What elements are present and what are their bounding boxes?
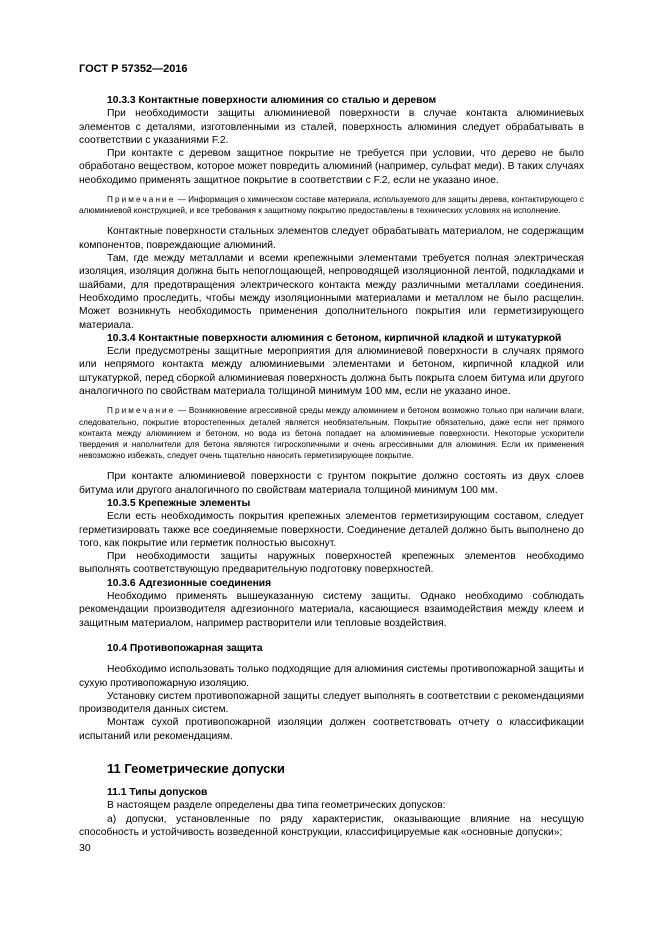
- subsection-heading: 11.1 Типы допусков: [107, 787, 208, 798]
- note: [79, 405, 584, 461]
- paragraph: Там, где между металлами и всеми крепежными элементами требуется полная электрическая изоляция, изоляция должна быть непоглощающей, непроводящей изоляционной лентой, подкладками и шайбами, для предотвращения электрического контакта между различными металлами соединения. Необходимо проследить, чтобы между изоляционными материалами и металлом не было расщелин. Может возникнуть необходимость применения дополнительного покрытия или герметизирующего материала.: [79, 253, 584, 331]
- page-number: 30: [79, 842, 91, 854]
- paragraph: В настоящем разделе определены два типа геометрических допусков:: [107, 800, 446, 812]
- page-content: [79, 94, 584, 839]
- paragraph: При контакте с деревом защитное покрытие не требуется при условии, что дерево не было обработано веществом, которое может повредить алюминий (например, сульфат меди). В таких случаях необходимо применять защитное покрытие в соответствии с F.2, если не указано иное.: [79, 148, 585, 186]
- paragraph: Контактные поверхности стальных элементов следует обрабатывать материалом, не содержащим компонентов, повреждающие алюминий.: [79, 226, 584, 251]
- subsection-heading: 10.3.6 Адгезионные соединения: [107, 577, 272, 589]
- subsection-heading: 10.3.3 Контактные поверхности алюминия со сталью и деревом: [107, 95, 437, 106]
- subsection-heading: 10.4 Противопожарная защита: [107, 642, 263, 654]
- note-text: — Возникновение агрессивной среды между алюминием и бетоном возможно только при наличии влаги, следовательно, покрытие второстепенных деталей является необязательным. Покрытие обязательно, даже если нет прямого контакта между алюминием и бетоном, но вода из бетона попадает на алюминиевые поверхности. Некоторые ускорители твердения и наполнители для бетона являются гигроскопичными и очень агрессивными для алюминия. Если их применения невозможно избежать, следует очень тщательно наносить герметизирующее покрытие.: [79, 406, 584, 461]
- note-label: Примечание: [107, 195, 176, 205]
- paragraph: Монтаж сухой противопожарной изоляции должен соответствовать отчету о классификации испытаний или рекомендациям.: [79, 717, 584, 742]
- paragraph: При контакте алюминиевой поверхности с грунтом покрытие должно состоять из двух слоев битума или другого аналогичного по свойствам материала толщиной минимум 100 мм.: [79, 471, 584, 496]
- paragraph: Необходимо применять вышеуказанную систему защиты. Однако необходимо соблюдать рекомендации производителя адгезионного материала, касающиеся взаимодействия между клеем и защитным материалом, например растворители или тепловые воздействия.: [79, 591, 584, 629]
- section-heading: 11 Геометрические допуски: [107, 761, 285, 776]
- note-label: Примечание: [107, 406, 176, 416]
- subsection-heading: 10.3.4 Контактные поверхности алюминия с бетоном, кирпичной кладкой и штукатуркой: [107, 332, 562, 344]
- subsection-heading: 10.3.5 Крепежные элементы: [107, 497, 251, 509]
- note-text: — Информация о химическом составе материала, используемого для защиты дерева, контактирующего с алюминиевой конструкцией, и все требования к защитному покрытию предоставлены в технических условиях на исполнение.: [79, 195, 584, 216]
- paragraph: При необходимости защиты алюминиевой поверхности в случае контакта алюминиевых элементов с деталями, изготовленными из сталей, поверхность алюминия следует обрабатывать в соответствии с указаниями F.2.: [79, 108, 584, 146]
- paragraph: Необходимо использовать только подходящие для алюминия системы противопожарной защиты и сухую противопожарную изоляцию.: [79, 664, 584, 689]
- page-header: ГОСТ Р 57352—2016: [79, 63, 188, 75]
- paragraph: Если предусмотрены защитные мероприятия для алюминиевой поверхности в случаях прямого или непрямого контакта между алюминиевыми элементами и бетоном, кирпичной кладкой или штукатуркой, перед сборкой алюминиевая поверхность должна быть покрыта слоем битума или другого аналогичного по свойствам материала толщиной минимум 100 мм, если не указано иное.: [79, 346, 584, 398]
- note: [79, 194, 584, 216]
- paragraph: а) допуски, установленные по ряду характеристик, оказывающие влияние на несущую способность и устойчивость возведенной конструкции, классифицируемые как «основные допуски»;: [79, 813, 584, 838]
- paragraph: При необходимости защиты наружных поверхностей крепежных элементов необходимо выполнять соответствующую предварительную подготовку поверхностей.: [79, 551, 584, 576]
- paragraph: Установку систем противопожарной защиты следует выполнять в соответствии с рекомендациями производителя данных систем.: [79, 690, 584, 716]
- paragraph: Если есть необходимость покрытия крепежных элементов герметизирующим составом, следует герметизировать также все соединяемые поверхности. Соединение деталей должно быть выполнено до того, как покрытие или герметик полностью высохнут.: [79, 511, 584, 549]
